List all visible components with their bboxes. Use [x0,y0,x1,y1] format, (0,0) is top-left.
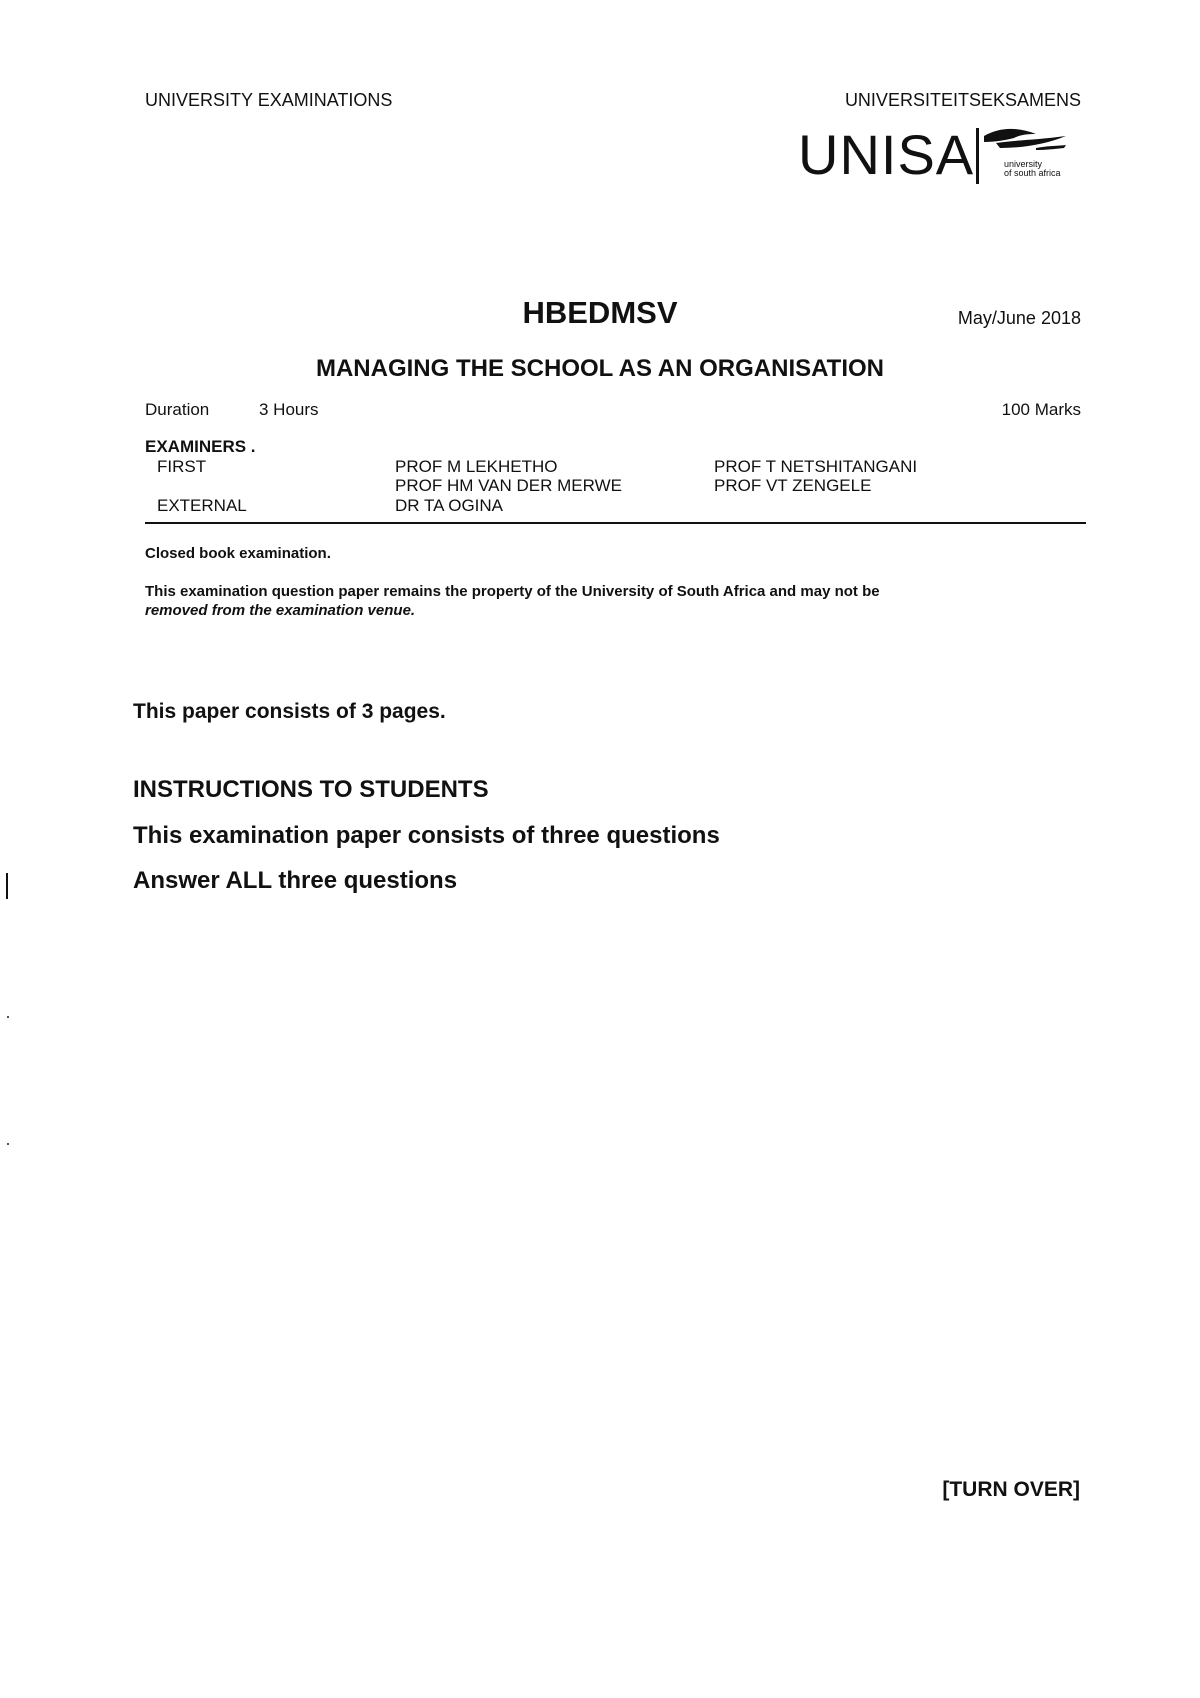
scan-margin-dot [7,1143,9,1145]
examiner-external-name: DR TA OGINA [395,496,504,515]
header-university-examinations: UNIVERSITY EXAMINATIONS [145,90,393,110]
exam-subject: MANAGING THE SCHOOL AS AN ORGANISATION [315,355,884,382]
closed-book-note: Closed book examination. [145,545,331,562]
turn-over-label: [TURN OVER] [942,1478,1080,1501]
total-marks: 100 Marks [1001,400,1081,419]
instructions-heading: INSTRUCTIONS TO STUDENTS [133,776,489,803]
instructions-line-2: Answer ALL three questions [133,867,458,894]
examiner-first-2: PROF HM VAN DER MERWE [395,476,622,495]
unisa-subtitle: university of south africa [1004,159,1061,178]
property-notice [145,582,1065,620]
property-notice-line-1: This examination question paper remains the property of the University of South Africa and may not be [145,583,880,600]
page-count-note: This paper consists of 3 pages. [133,700,446,723]
unisa-wordmark: UNISA [798,123,975,186]
header-universiteitseksamens: UNIVERSITEITSEKSAMENS [844,90,1081,110]
examiners-external-label: EXTERNAL [157,496,247,515]
property-notice-line-2: removed from the examination venue. [145,602,416,619]
exam-date: May/June 2018 [957,308,1081,328]
examiner-first-3: PROF T NETSHITANGANI [714,457,918,476]
examiners-first-label: FIRST [157,457,207,476]
header-divider [145,522,1086,524]
instructions-line-1: This examination paper consists of three questions [133,822,720,849]
duration-label: Duration [145,400,210,419]
unisa-logo [798,122,1070,188]
exam-code: HBEDMSV [522,295,678,330]
scan-margin-dot [7,1016,9,1018]
examiner-first-4: PROF VT ZENGELE [714,476,872,495]
duration-value: 3 Hours [259,400,319,419]
examiners-heading: EXAMINERS . [145,437,256,456]
examiner-first-1: PROF M LEKHETHO [395,457,558,476]
scan-margin-mark [6,873,8,899]
